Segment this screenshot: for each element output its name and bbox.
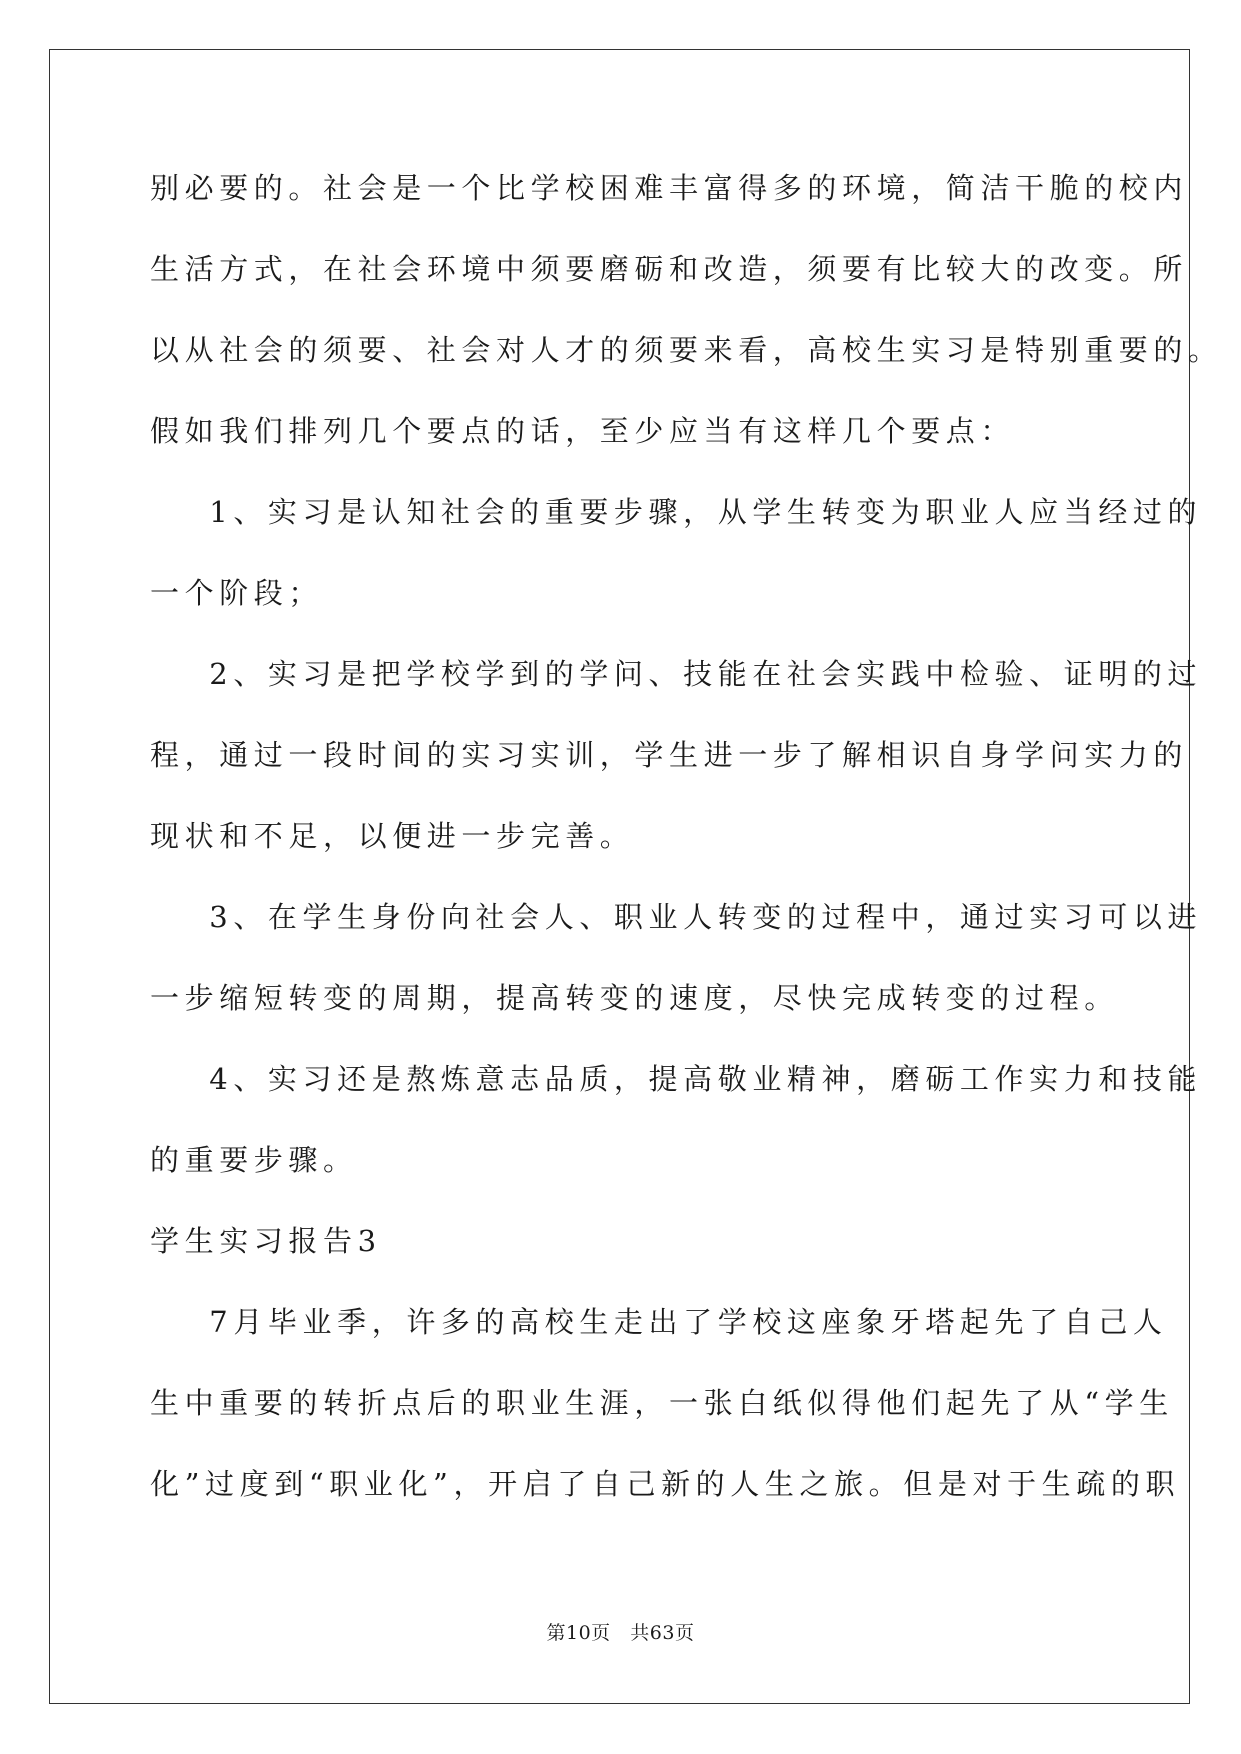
text-line: 以从社会的须要、社会对人才的须要来看，高校生实习是特别重要的。	[150, 333, 1223, 367]
text-line: 4、实习还是熬炼意志品质，提高敬业精神，磨砺工作实力和技能	[150, 1062, 1203, 1096]
text-line: 生活方式，在社会环境中须要磨砺和改造，须要有比较大的改变。所	[150, 252, 1189, 286]
text-line: 7月毕业季，许多的高校生走出了学校这座象牙塔起先了自己人	[150, 1305, 1168, 1339]
text-line: 生中重要的转折点后的职业生涯，一张白纸似得他们起先了从“学生	[150, 1386, 1174, 1420]
text-line: 2、实习是把学校学到的学问、技能在社会实践中检验、证明的过	[150, 657, 1203, 691]
text-line: 1、实习是认知社会的重要步骤，从学生转变为职业人应当经过的	[150, 495, 1203, 529]
page-border	[49, 49, 1190, 1704]
text-line: 的重要步骤。	[150, 1143, 358, 1177]
text-line: 假如我们排列几个要点的话，至少应当有这样几个要点：	[150, 414, 1016, 448]
text-line: 别必要的。社会是一个比学校困难丰富得多的环境，简洁干脆的校内	[150, 171, 1189, 205]
text-line: 现状和不足，以便进一步完善。	[150, 819, 635, 853]
text-line: 程，通过一段时间的实习实训，学生进一步了解相识自身学问实力的	[150, 738, 1189, 772]
text-line: 3、在学生身份向社会人、职业人转变的过程中，通过实习可以进	[150, 900, 1203, 934]
page-number-footer: 第10页 共63页	[546, 1622, 695, 1644]
text-line: 一步缩短转变的周期，提高转变的速度，尽快完成转变的过程。	[150, 981, 1119, 1015]
text-line: 化”过度到“职业化”，开启了自己新的人生之旅。但是对于生疏的职	[150, 1467, 1181, 1501]
text-line: 一个阶段；	[150, 576, 324, 610]
section-heading: 学生实习报告3	[150, 1224, 382, 1258]
